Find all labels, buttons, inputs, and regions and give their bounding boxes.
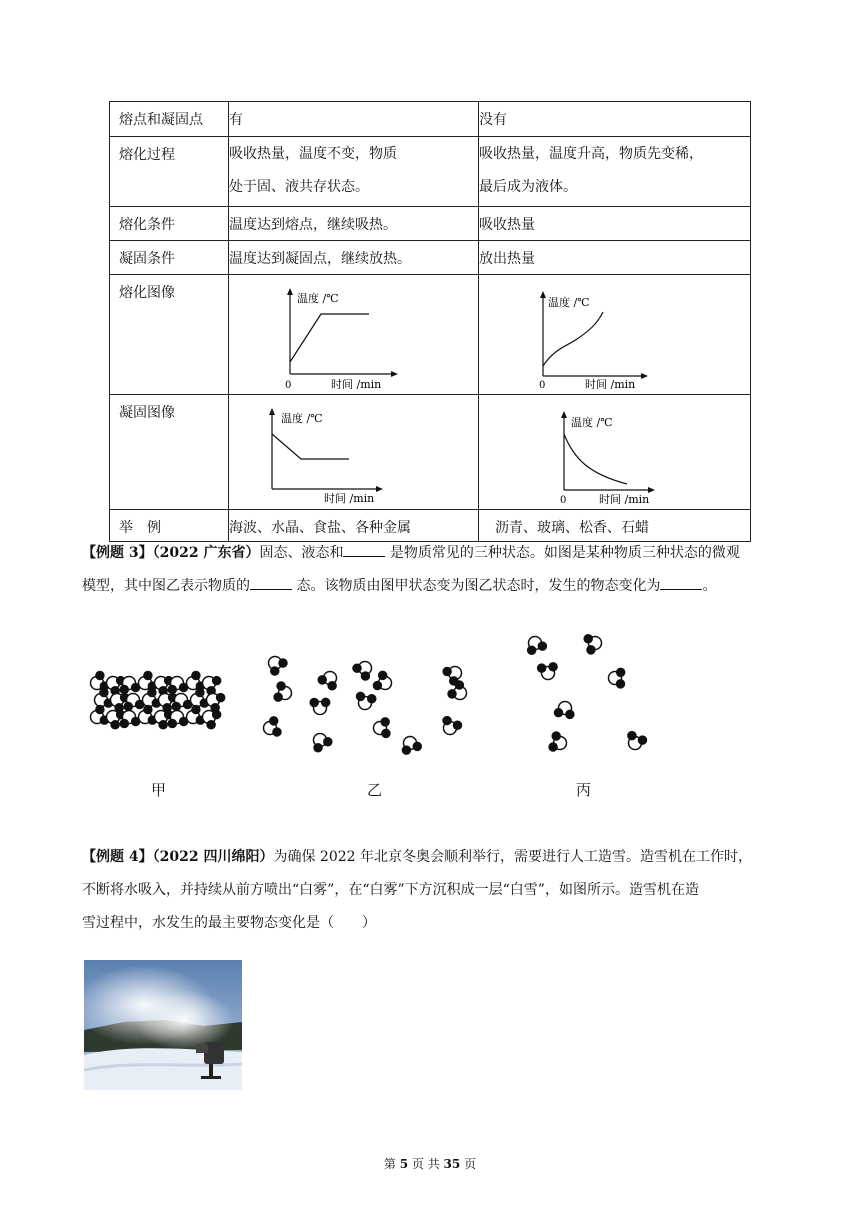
molecule: [168, 711, 187, 728]
amorphous-solidification-graph: [479, 404, 679, 504]
molecule: [584, 635, 601, 654]
table-row: [110, 102, 751, 137]
crystal-solidification-graph: [229, 404, 429, 504]
gas-state-model: [528, 635, 647, 751]
molecule: [124, 694, 143, 711]
small-atom: [448, 690, 456, 698]
small-atom: [413, 742, 421, 750]
row-label: 熔化过程: [110, 137, 229, 207]
example-source: （2022 广东省）: [152, 545, 260, 561]
arrow-icon: [561, 411, 567, 418]
small-atom: [124, 702, 132, 710]
table-row: [110, 207, 751, 241]
example-source: （2022 四川绵阳）: [152, 849, 274, 865]
snow-spray: [134, 990, 234, 1050]
small-atom: [111, 721, 119, 729]
cell-amorphous: 没有: [479, 102, 751, 137]
small-atom: [379, 671, 387, 679]
cell-amorphous: [479, 275, 751, 395]
molecule: [203, 677, 221, 695]
small-atom: [213, 711, 221, 719]
small-atom: [443, 667, 451, 675]
cell-crystal: 温度达到凝固点，继续放热。: [229, 241, 479, 275]
x-label: 时间 /min: [331, 378, 382, 389]
example-3: [82, 537, 782, 603]
small-atom: [357, 692, 365, 700]
snow-machine-stand: [209, 1064, 213, 1078]
footer-text: 页 共: [408, 1157, 444, 1171]
small-atom: [616, 680, 624, 688]
small-atom: [455, 681, 463, 689]
molecule: [310, 698, 329, 714]
table-row: [110, 395, 751, 510]
amorphous-melting-graph: [479, 284, 679, 389]
molecule: [91, 672, 109, 691]
molecule: [91, 706, 109, 725]
small-atom: [159, 721, 167, 729]
small-atom: [638, 736, 646, 744]
molecule: [269, 657, 288, 675]
curve: [272, 434, 349, 459]
small-atom: [538, 642, 546, 650]
molecule: [609, 668, 625, 687]
molecule: [353, 662, 371, 680]
small-atom: [361, 672, 369, 680]
cell-amorphous: 沥青、玻璃、松香、石蜡: [479, 510, 751, 542]
small-atom: [443, 717, 451, 725]
caption-bing: 丙: [576, 781, 592, 799]
small-atom: [168, 719, 176, 727]
small-atom: [144, 706, 152, 714]
molecule: [538, 663, 557, 680]
page-number: 5: [399, 1157, 409, 1171]
row-label: 举 例: [110, 510, 229, 542]
example-3-line1: [82, 537, 782, 570]
molecule: [274, 682, 291, 701]
molecule: [314, 734, 332, 752]
small-atom: [402, 746, 410, 754]
molecule: [139, 672, 157, 691]
molecule: [191, 689, 209, 708]
y-label: 温度 /℃: [297, 292, 339, 305]
origin-label: 0: [560, 495, 567, 504]
small-atom: [587, 646, 595, 654]
table-row: [110, 137, 751, 207]
arrow-icon: [540, 291, 546, 298]
molecule: [264, 717, 281, 736]
row-label: 熔化条件: [110, 207, 229, 241]
small-atom: [274, 693, 282, 701]
table-row: [110, 275, 751, 395]
row-label: 凝固图像: [110, 395, 229, 510]
page-total: 35: [443, 1157, 461, 1171]
small-atom: [381, 718, 389, 726]
small-atom: [454, 721, 462, 729]
small-atom: [144, 672, 152, 680]
cell-line: 吸收热量，温度不变，物质: [229, 146, 397, 162]
footer-text: 第: [383, 1157, 400, 1171]
x-label: 时间 /min: [324, 492, 375, 504]
small-atom: [318, 676, 326, 684]
example-tag: 【例题 4】: [82, 849, 153, 865]
cell-amorphous: [479, 395, 751, 510]
answer-blank[interactable]: [250, 575, 292, 590]
cell-amorphous: [479, 137, 751, 207]
answer-blank[interactable]: [343, 542, 385, 557]
row-label: 熔点和凝固点: [110, 102, 229, 137]
snow-machine-nozzle: [196, 1044, 208, 1053]
molecule: [357, 692, 376, 709]
example-4: [82, 841, 782, 940]
small-atom: [279, 659, 287, 667]
small-atom: [617, 668, 625, 676]
cell-amorphous: 吸收热量: [479, 207, 751, 241]
cell-line: 处于固、液共存状态。: [229, 179, 369, 195]
small-atom: [213, 677, 221, 685]
molecule: [168, 677, 187, 694]
example-4-line1: [82, 841, 782, 874]
footer-text: 页: [460, 1157, 477, 1171]
molecule: [95, 689, 113, 708]
question-text: 是物质常见的三种状态。如图是某种物质三种状态的微观: [385, 545, 740, 561]
small-atom: [628, 732, 636, 740]
question-text: 为确保 2022 年北京冬奥会顺利举行，需要进行人工造雪。造雪机在工作时，: [273, 849, 752, 865]
cell-amorphous: 放出热量: [479, 241, 751, 275]
question-text: 。: [702, 578, 717, 594]
example-4-line3: 雪过程中，水发生的最主要物态变化是（ ）: [82, 915, 376, 931]
snow-machine-photo: [84, 960, 242, 1090]
molecule: [203, 711, 221, 729]
small-atom: [120, 685, 128, 693]
molecule: [374, 718, 390, 737]
caption-yi: 乙: [367, 781, 383, 799]
small-atom: [168, 685, 176, 693]
small-atom: [100, 689, 108, 697]
arrow-icon: [287, 288, 293, 295]
row-label: 凝固条件: [110, 241, 229, 275]
small-atom: [96, 706, 104, 714]
small-atom: [538, 664, 546, 672]
molecule: [628, 732, 647, 750]
curve: [543, 312, 603, 366]
small-atom: [192, 672, 200, 680]
molecule: [373, 671, 391, 689]
cell-crystal: 温度达到熔点，继续吸热。: [229, 207, 479, 241]
small-atom: [172, 702, 180, 710]
page-footer: [0, 1155, 860, 1172]
table-row: [110, 241, 751, 275]
molecule: [549, 732, 566, 751]
small-atom: [549, 663, 557, 671]
small-atom: [382, 729, 390, 737]
small-atom: [328, 682, 336, 690]
cell-line: 最后成为液体。: [479, 179, 577, 195]
molecule: [318, 672, 336, 690]
small-atom: [192, 706, 200, 714]
answer-blank[interactable]: [660, 575, 702, 590]
small-atom: [584, 635, 592, 643]
molecule: [143, 689, 161, 708]
small-atom: [373, 682, 381, 690]
arrow-icon: [376, 486, 383, 492]
y-label: 温度 /℃: [548, 296, 590, 309]
small-atom: [549, 743, 557, 751]
small-atom: [310, 698, 318, 706]
molecule: [443, 717, 461, 735]
caption-jia: 甲: [151, 781, 167, 799]
arrow-icon: [269, 408, 275, 415]
x-label: 时间 /min: [599, 493, 650, 504]
small-atom: [270, 717, 278, 725]
molecule: [120, 677, 139, 694]
crystal-melting-graph: [229, 284, 429, 389]
molecule: [528, 637, 547, 655]
question-text: 模型，其中图乙表示物质的: [82, 578, 250, 594]
cell-crystal: 海波、水晶、食盐、各种金属: [229, 510, 479, 542]
small-atom: [96, 672, 104, 680]
molecule: [402, 737, 421, 755]
small-atom: [552, 732, 560, 740]
liquid-state-model: [264, 657, 467, 755]
small-atom: [271, 667, 279, 675]
cell-crystal: [229, 275, 479, 395]
small-atom: [324, 738, 332, 746]
solid-state-model: [91, 672, 225, 729]
cell-crystal: [229, 137, 479, 207]
origin-label: 0: [285, 380, 292, 389]
origin-label: 0: [539, 380, 546, 389]
cell-line: 吸收热量，温度升高，物质先变稀，: [479, 146, 703, 162]
small-atom: [528, 646, 536, 654]
snow-machine-base: [201, 1076, 221, 1079]
x-label: 时间 /min: [585, 378, 636, 389]
molecule: [187, 672, 205, 691]
molecule: [207, 694, 225, 712]
small-atom: [207, 721, 215, 729]
molecule: [555, 702, 574, 719]
small-atom: [273, 728, 281, 736]
molecule: [120, 711, 139, 728]
small-atom: [566, 710, 574, 718]
cell-crystal: [229, 395, 479, 510]
small-atom: [555, 709, 563, 717]
row-label: 熔化图像: [110, 275, 229, 395]
small-atom: [277, 682, 285, 690]
molecule: [172, 694, 191, 711]
y-label: 温度 /℃: [571, 416, 613, 429]
curve: [564, 434, 627, 484]
question-text: 固态、液态和: [259, 545, 344, 561]
example-3-line2: [82, 570, 782, 603]
small-atom: [217, 694, 225, 702]
small-atom: [368, 695, 376, 703]
small-atom: [314, 744, 322, 752]
y-label: 温度 /℃: [281, 412, 323, 425]
small-atom: [322, 698, 330, 706]
curve: [290, 314, 369, 362]
small-atom: [196, 689, 204, 697]
arrow-icon: [641, 373, 648, 379]
small-atom: [353, 664, 361, 672]
cell-crystal: 有: [229, 102, 479, 137]
example-tag: 【例题 3】: [82, 545, 153, 561]
small-atom: [148, 689, 156, 697]
small-atom: [120, 719, 128, 727]
example-4-line2: 不断将水吸入，并持续从前方喷出“白雾”，在“白雾”下方沉积成一层“白雪”，如图所示。造雪机在造: [82, 882, 699, 898]
comparison-table: [109, 101, 751, 542]
question-text: 态。该物质由图甲状态变为图乙状态时，发生的物态变化为: [292, 578, 661, 594]
molecular-model-figure: [80, 628, 780, 768]
arrow-icon: [391, 371, 398, 377]
